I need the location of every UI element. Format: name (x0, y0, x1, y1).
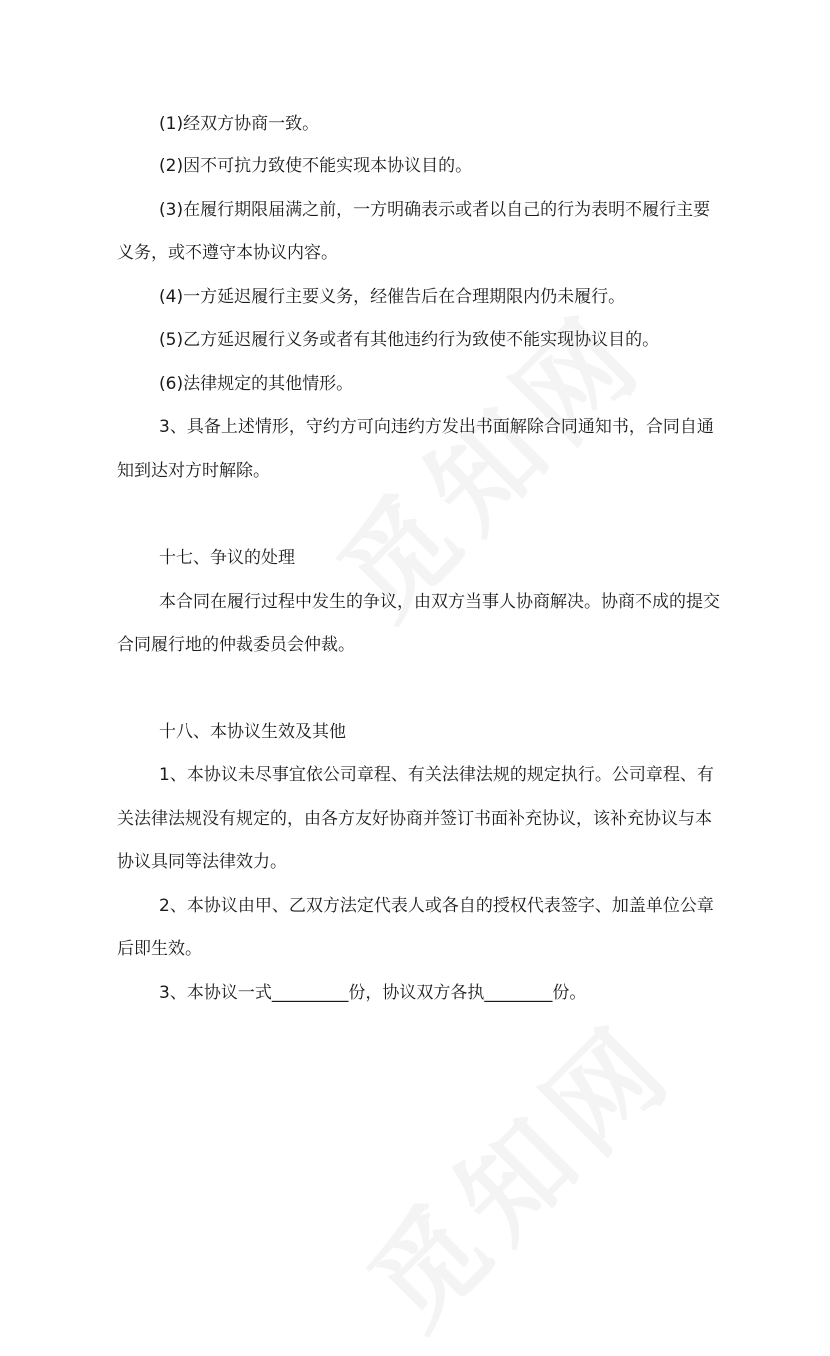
effect-clause-3: 3、本协议一式_________份，协议双方各执________份。 (159, 983, 587, 1003)
clause-item-1: (1)经双方协商一致。 (159, 114, 320, 134)
clause-item-6: (6)法律规定的其他情形。 (159, 374, 354, 394)
clause-item-3-line1: (3)在履行期限届满之前，一方明确表示或者以自己的行为表明不履行主要 (159, 200, 711, 220)
effect-clause-1-line3: 协议具同等法律效力。 (117, 852, 287, 872)
clause-3-line1: 3、具备上述情形，守约方可向违约方发出书面解除合同通知书，合同自通 (159, 417, 714, 437)
section-heading-18: 十八、本协议生效及其他 (159, 722, 346, 742)
clause-item-4: (4)一方延迟履行主要义务，经催告后在合理期限内仍未履行。 (159, 287, 626, 307)
section-heading-17: 十七、争议的处理 (159, 548, 295, 568)
effect-clause-2-line1: 2、本协议由甲、乙双方法定代表人或各自的授权代表签字、加盖单位公章 (159, 896, 714, 916)
effect-clause-1-line2: 关法律法规没有规定的，由各方友好协商并签订书面补充协议，该补充协议与本 (117, 809, 712, 829)
watermark (329, 982, 704, 1356)
dispute-paragraph-line2: 合同履行地的仲裁委员会仲裁。 (117, 635, 355, 655)
clause-item-5: (5)乙方延迟履行义务或者有其他违约行为致使不能实现协议目的。 (159, 330, 660, 350)
clause-3-line2: 知到达对方时解除。 (117, 461, 270, 481)
clause-item-2: (2)因不可抗力致使不能实现本协议目的。 (159, 156, 473, 176)
effect-clause-1-line1: 1、本协议未尽事宜依公司章程、有关法律法规的规定执行。公司章程、有 (159, 765, 714, 785)
dispute-paragraph-line1: 本合同在履行过程中发生的争议，由双方当事人协商解决。协商不成的提交 (159, 592, 720, 612)
effect-clause-2-line2: 后即生效。 (117, 939, 202, 959)
clause-item-3-line2: 义务，或不遵守本协议内容。 (117, 243, 338, 263)
